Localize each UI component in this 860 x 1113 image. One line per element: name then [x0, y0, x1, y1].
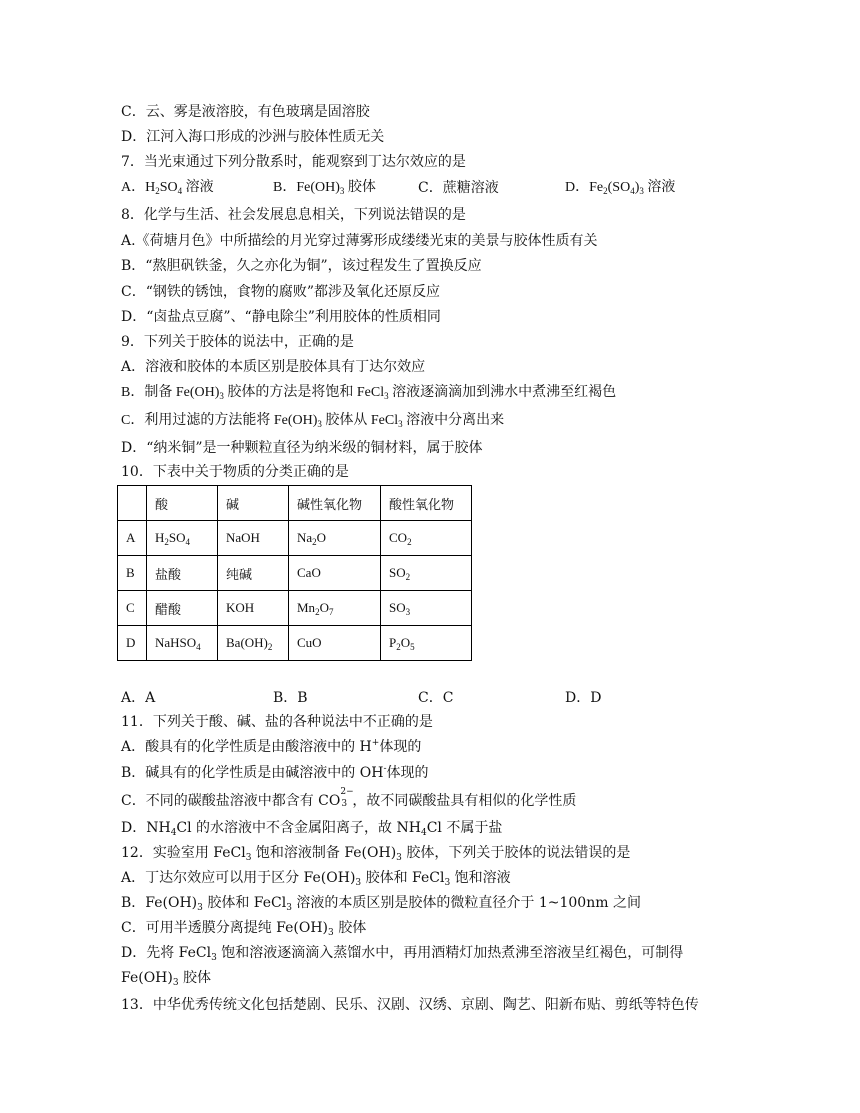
- cell-sub: 5: [410, 642, 415, 652]
- q9-option-a: A．溶液和胶体的本质区别是胶体具有丁达尔效应: [121, 359, 426, 375]
- q11-d-sub: 4: [170, 828, 177, 838]
- cell-sub: 2: [267, 642, 273, 652]
- q11-d-mid: Cl 的水溶液中不含金属阳离子，故 NH: [176, 820, 421, 836]
- q12-d-sub: 3: [211, 953, 217, 963]
- q12-a-pre: A．丁达尔效应可以用于区分 Fe(OH): [121, 870, 356, 886]
- table-header-cell: 碱: [218, 486, 289, 521]
- cell-sub: 2: [407, 537, 412, 547]
- question-9-stem: 9．下列关于胶体的说法中，正确的是: [121, 334, 354, 350]
- q11-option-c: [121, 787, 577, 811]
- q11-c-sup: 2−: [340, 787, 354, 797]
- question-7-stem: 7．当光束通过下列分散系时，能观察到丁达尔效应的是: [121, 154, 466, 170]
- cell-text: Mn: [297, 600, 316, 615]
- q7-d-paren: ): [634, 180, 640, 195]
- q12-d2-pre: Fe(OH): [121, 970, 173, 986]
- q12-c-post: 胶体: [333, 920, 367, 936]
- q8-option-d: D．“卤盐点豆腐”、“静电除尘”利用胶体的性质相同: [121, 309, 441, 325]
- basic-oxide-cell: [289, 521, 381, 556]
- q7-a-mid: SO: [159, 180, 178, 195]
- q11-a-pre: A．酸具有的化学性质是由酸溶液中的 H: [121, 739, 372, 755]
- cell-text: SO: [389, 565, 406, 580]
- cell-text: CO: [389, 530, 408, 545]
- q9-b-pre: B．制备: [121, 385, 176, 400]
- q10-option-b: B．B: [273, 690, 308, 706]
- question-10-stem: 10．下表中关于物质的分类正确的是: [121, 464, 349, 480]
- q10-option-d: D．D: [565, 690, 602, 706]
- row-label: A: [118, 521, 147, 556]
- acidic-oxide-cell: [381, 521, 472, 556]
- q7-a-sub: 2: [155, 186, 160, 196]
- q11-option-d: [121, 818, 502, 838]
- row-label: D: [118, 626, 147, 661]
- q7-d-post: 溶液: [643, 180, 676, 195]
- q7-d-formula: Fe: [589, 180, 604, 195]
- base-cell: 纯碱: [218, 556, 289, 591]
- q11-c-post: ，故不同碳酸盐具有相似的化学性质: [352, 793, 577, 809]
- basic-oxide-cell: [289, 591, 381, 626]
- q9-c-formula: Fe(OH): [273, 413, 318, 428]
- basic-oxide-cell: CuO: [289, 626, 381, 661]
- q11-b-pre: B．碱具有的化学性质是由碱溶液中的 OH: [121, 765, 384, 781]
- q12-option-b: [121, 893, 641, 913]
- q7-c-text: 蔗糖溶液: [442, 180, 499, 196]
- acidic-oxide-cell: [381, 626, 472, 661]
- q12-d-post: 饱和溶液逐滴滴入蒸馏水中，再用酒精灯加热煮沸至溶液呈红褐色，可制得: [216, 945, 684, 961]
- q8-option-c: C．“钢铁的锈蚀，食物的腐败”都涉及氧化还原反应: [121, 284, 441, 300]
- option-d-river-delta: D．江河入海口形成的沙洲与胶体性质无关: [121, 129, 385, 145]
- q7-b-sub: 3: [339, 186, 345, 196]
- q11-option-b: [121, 763, 428, 783]
- q7-a-sub4: 4: [177, 186, 183, 196]
- q9-option-c: [121, 411, 504, 431]
- acid-cell: [147, 626, 218, 661]
- q12-option-c: [121, 918, 366, 938]
- q12-b-pre: Fe(OH): [145, 895, 198, 911]
- table-header-cell: 酸性氧化物: [381, 486, 472, 521]
- q11-a-sup: +: [371, 738, 380, 748]
- cell-sub: 2: [396, 642, 401, 652]
- acidic-oxide-cell: [381, 556, 472, 591]
- q11-a-post: 体现的: [379, 739, 422, 755]
- cell-sub: 2: [164, 537, 169, 547]
- q9-c-sub2: 3: [398, 419, 403, 429]
- q11-d-pre: D．NH: [121, 820, 171, 836]
- acid-cell: [147, 521, 218, 556]
- q7-option-d: [565, 178, 675, 198]
- table-row: [118, 556, 472, 591]
- table-row: [118, 521, 472, 556]
- basic-oxide-cell: CaO: [289, 556, 381, 591]
- q12-option-d-cont: [121, 968, 211, 988]
- q7-b-post: 胶体: [344, 180, 376, 195]
- q11-option-a: [121, 737, 421, 757]
- table-header-cell: 酸: [147, 486, 218, 521]
- q7-d-mid: (SO: [607, 180, 631, 195]
- q11-d-sub2: 4: [420, 828, 427, 838]
- cell-text: SO: [168, 530, 186, 545]
- q7-d-sub4: 4: [630, 186, 635, 196]
- q8-option-a: A.《荷塘月色》中所描绘的月光穿过薄雾形成缕缕光束的美景与胶体性质有关: [121, 233, 598, 249]
- q12-b-sub2: 3: [286, 903, 292, 913]
- q7-c-label: C．: [418, 180, 443, 196]
- q9-b-sub: 3: [219, 391, 224, 401]
- q7-b-label: B．: [273, 180, 297, 195]
- question-12-stem: [121, 843, 630, 863]
- question-11-stem: 11．下列关于酸、碱、盐的各种说法中不正确的是: [121, 714, 433, 730]
- q7-d-sub2: 2: [603, 186, 608, 196]
- base-cell: NaOH: [218, 521, 289, 556]
- q12-c-formula: Fe(OH): [276, 920, 329, 936]
- cell-sub: 2: [315, 607, 320, 617]
- row-label: C: [118, 591, 147, 626]
- q12-a-post: 饱和溶液: [450, 870, 511, 886]
- q8-option-b: B．“熬胆矾铁釜，久之亦化为铜”，该过程发生了置换反应: [121, 258, 482, 274]
- q12-c-pre: C．可用半透膜分离提纯: [121, 920, 277, 936]
- q12-option-a: [121, 868, 511, 888]
- cell-text: P: [389, 635, 397, 650]
- q12-b-sub: 3: [197, 903, 203, 913]
- q9-c-sub: 3: [317, 419, 322, 429]
- q10-option-c: C．C: [418, 690, 454, 706]
- cell-sub: 4: [185, 537, 191, 547]
- q9-c-mid: 胶体从: [321, 413, 371, 428]
- q7-d-label: D．: [565, 180, 590, 195]
- cell-sub: 7: [328, 607, 334, 617]
- q9-b-sub2: 3: [384, 391, 389, 401]
- q9-c-fecl: FeCl: [370, 413, 399, 428]
- q12-option-d: [121, 943, 683, 963]
- table-row: [118, 626, 472, 661]
- q9-b-post: 溶液逐滴滴加到沸水中煮沸至红褐色: [388, 385, 617, 400]
- q9-b-formula: Fe(OH): [175, 385, 220, 400]
- option-c-colloid-types: C．云、雾是液溶胶，有色玻璃是固溶胶: [121, 104, 370, 120]
- row-label: B: [118, 556, 147, 591]
- q12-b-label: B．: [121, 895, 146, 911]
- cell-text: SO: [389, 600, 406, 615]
- cell-sub: 4: [196, 642, 201, 652]
- q12-stem-pre: 12．实验室用 FeCl: [121, 845, 246, 861]
- question-13-stem: 13．中华优秀传统文化包括楚剧、民乐、汉剧、汉绣、京剧、陶艺、阳新布贴、剪纸等特色传: [121, 997, 699, 1013]
- q7-b-mid: (OH): [310, 180, 340, 195]
- q12-d2-post: 胶体: [178, 970, 212, 986]
- table-header-row: [118, 486, 472, 521]
- q12-b-mid: 胶体和 FeCl: [202, 895, 287, 911]
- cell-text: O: [319, 600, 329, 615]
- table-header-cell: 碱性氧化物: [289, 486, 381, 521]
- q9-c-pre: C．利用过滤的方法能将: [121, 413, 274, 428]
- q9-b-mid: 胶体的方法是将饱和: [223, 385, 357, 400]
- base-cell: KOH: [218, 591, 289, 626]
- q9-b-fecl: FeCl: [356, 385, 385, 400]
- cell-sub: 2: [405, 572, 411, 582]
- q9-option-d: D．“纳米铜”是一种颗粒直径为纳米级的铜材料，属于胶体: [121, 440, 483, 456]
- table-header-cell: [118, 486, 147, 521]
- q7-a-label: A．: [121, 180, 146, 195]
- q12-a-sub2: 3: [444, 878, 451, 888]
- q12-stem-mid: 饱和溶液制备 Fe(OH): [251, 845, 397, 861]
- q12-c-sub: 3: [328, 928, 334, 938]
- cell-text: H: [155, 530, 165, 545]
- q7-option-b: [273, 178, 376, 198]
- q11-b-post: 体现的: [386, 765, 429, 781]
- q12-d-pre: D．先将 FeCl: [121, 945, 212, 961]
- classification-table: [117, 485, 472, 661]
- q10-option-a: A．A: [121, 690, 156, 706]
- acid-cell: 醋酸: [147, 591, 218, 626]
- q12-stem-sub2: 3: [396, 853, 402, 863]
- cell-sub: 3: [405, 607, 411, 617]
- base-cell: [218, 626, 289, 661]
- acidic-oxide-cell: [381, 591, 472, 626]
- q7-d-sub3: 3: [639, 186, 644, 196]
- cell-text: Na: [297, 530, 313, 545]
- q9-c-post: 溶液中分离出来: [402, 413, 505, 428]
- q11-c-sub: 3: [341, 799, 348, 809]
- q7-option-c: [418, 178, 499, 198]
- q9-option-b: [121, 383, 616, 403]
- acid-cell: 盐酸: [147, 556, 218, 591]
- question-8-stem: 8．化学与生活、社会发展息息相关，下列说法错误的是: [121, 207, 466, 223]
- cell-text: Ba(OH): [226, 635, 268, 650]
- q11-b-sup: -: [383, 764, 387, 774]
- q12-stem-sub: 3: [245, 853, 252, 863]
- q12-d2-sub: 3: [172, 978, 179, 988]
- q11-d-post: Cl 不属于盐: [426, 820, 503, 836]
- cell-sub: 2: [312, 537, 317, 547]
- q7-b-formula: Fe: [296, 180, 311, 195]
- cell-text: NaHSO: [155, 635, 197, 650]
- q12-a-mid: 胶体和 FeCl: [361, 870, 445, 886]
- q12-b-post: 溶液的本质区别是胶体的微粒直径介于 1~100nm 之间: [291, 895, 641, 911]
- q7-a-formula: H: [145, 180, 156, 195]
- table-row: [118, 591, 472, 626]
- q11-c-ion: [340, 787, 354, 809]
- q7-option-a: [121, 178, 214, 198]
- q12-a-sub: 3: [355, 878, 362, 888]
- q7-a-post: 溶液: [182, 180, 214, 195]
- cell-text: O: [316, 530, 327, 545]
- q12-stem-post: 胶体，下列关于胶体的说法错误的是: [401, 845, 631, 861]
- q11-c-pre: C．不同的碳酸盐溶液中都含有 CO: [121, 793, 341, 809]
- cell-text: O: [400, 635, 411, 650]
